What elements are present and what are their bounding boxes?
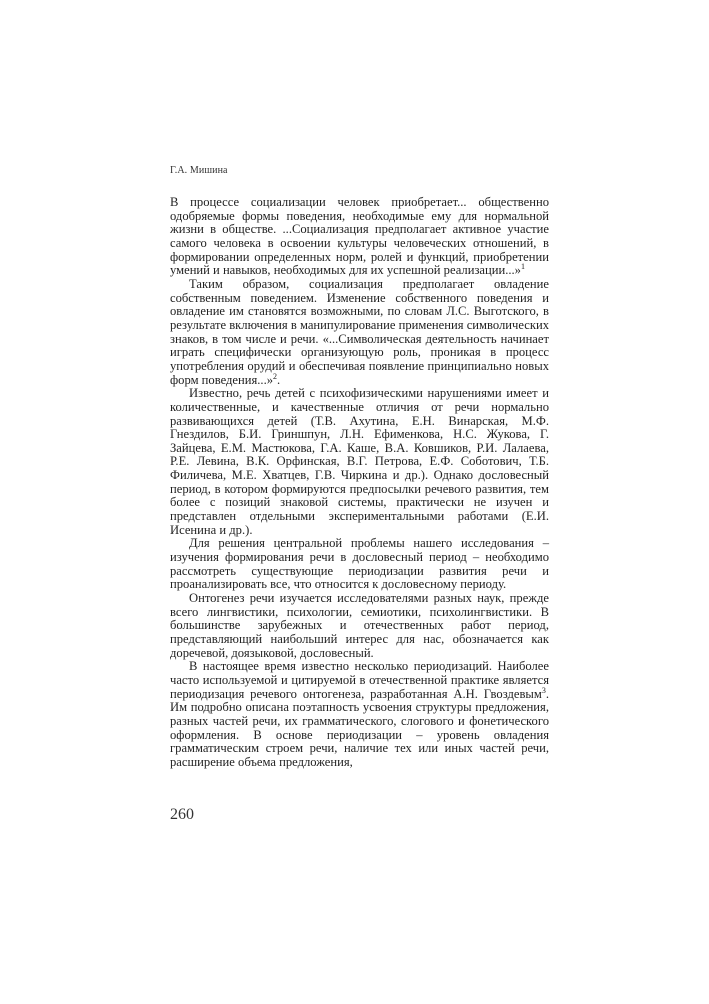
paragraph-text: Известно, речь детей с психофизическими нарушениями имеет и количественные, и качественные отличия от речи нормально развивающихся детей (Т.В. Ахутина, Е.Н. Винарская, М.Ф. Гнездилов, Б.И. Гриншпун, Л.Н. Ефименкова, Н.С. Жукова, Г. Зайцева, Е.М. Мастюкова, Г.А. Каше, В.А. Ковшиков, Р.И. Лалаева, Р.Е. Левина, В.К. Орфинская, В.Г. Петрова, Е.Ф. Соботович, Т.Б. Филичева, М.Е. Хватцев, Г.В. Чиркина и др.). Однако дословесный период, в котором формируются предпосылки речевого развития, тем более с позиций знаковой системы, практически не изучен и представлен отдельными экспериментальными работами (Е.И. Исенина и др.).: [170, 386, 549, 537]
paragraph-5: [170, 592, 549, 660]
paragraph-text: Онтогенез речи изучается исследователями разных наук, прежде всего лингвистики, психологии, семиотики, психолингвистики. В большинстве зарубежных и отечественных работ период, представляющий наибольший интерес для нас, обозначается как доречевой, доязыковой, дословесный.: [170, 591, 549, 660]
paragraph-text: В процессе социализации человек приобретает... общественно одобряемые формы поведения, необходимые ему для нормальной жизни в обществе. ...Социализация предполагает активное участие самого человека в освоении культуры человеческих отношений, в формировании определенных норм, ролей и функций, приобретении умений и навыков, необходимых для их успешной реализации...»: [170, 195, 549, 278]
paragraph-text: В настоящее время известно несколько периодизаций. Наиболее часто используемой и цитируемой в отечественной практике является периодизация речевого онтогенеза, разработанная А.Н. Гвоздевым: [170, 659, 549, 701]
paragraph-tail: .: [277, 372, 281, 387]
paragraph-4: [170, 537, 549, 592]
paragraph-tail: . Им подробно описана поэтапность усвоения структуры предложения, разных частей речи, их грамматического, слогового и фонетического оформления. В основе периодизации – уровень овладения грамматическим строем речи, наличие тех или иных частей речи, расширение объема предложения,: [170, 686, 549, 769]
paragraph-1: [170, 196, 549, 278]
running-head: Г.А. Мишина: [170, 165, 228, 176]
paragraph-2: [170, 278, 549, 387]
footnote-marker: 3: [541, 685, 546, 695]
paragraph-6: [170, 660, 549, 769]
paragraph-3: [170, 387, 549, 537]
footnote-marker: 1: [520, 262, 525, 272]
page-number: 260: [170, 806, 194, 823]
text-body: [170, 196, 549, 770]
footnote-marker: 2: [273, 371, 278, 381]
paragraph-text: Для решения центральной проблемы нашего исследования – изучения формирования речи в дословесный период – необходимо рассмотреть существующие периодизации развития речи и проанализировать все, что относится к дословесному периоду.: [170, 536, 549, 592]
paragraph-text: Таким образом, социализация предполагает овладение собственным поведением. Изменение собственного поведения и овладение им становятся возможными, по словам Л.С. Выготского, в результате включения в манипулирование применения символических знаков, в том числе и речи. «...Символическая деятельность начинает играть специфически организующую роль, проникая в процесс употребления орудий и обеспечивая появление принципиально новых форм поведения...»: [170, 276, 549, 387]
